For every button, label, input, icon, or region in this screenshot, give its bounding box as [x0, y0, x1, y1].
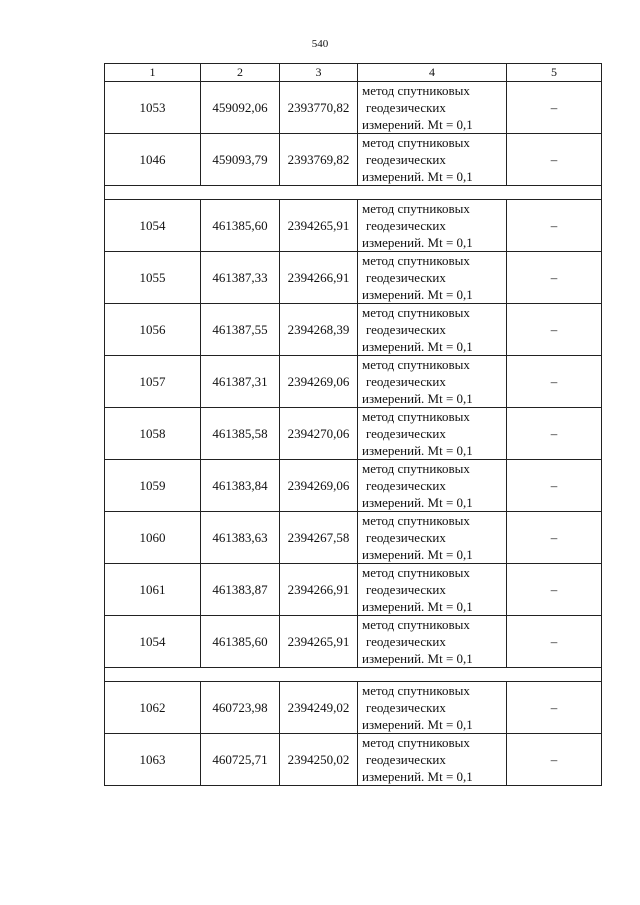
- separator-row: [105, 186, 602, 200]
- description-line-1: метод спутниковых: [362, 565, 470, 580]
- dash-cell: –: [507, 82, 602, 134]
- method-description-cell: [358, 734, 507, 786]
- method-description-cell: [358, 356, 507, 408]
- point-number-cell: 1061: [105, 564, 201, 616]
- y-coordinate-cell: 2394269,06: [280, 356, 358, 408]
- dash-cell: –: [507, 616, 602, 668]
- description-line-3: измерений. Mt = 0,1: [362, 287, 473, 302]
- y-coordinate-cell: 2394267,58: [280, 512, 358, 564]
- description-line-2: геодезических: [366, 100, 446, 115]
- dash-cell: –: [507, 682, 602, 734]
- point-number-cell: 1062: [105, 682, 201, 734]
- dash-cell: –: [507, 734, 602, 786]
- table-row: [105, 512, 602, 564]
- method-description-cell: [358, 252, 507, 304]
- separator-cell: [105, 186, 602, 200]
- x-coordinate-cell: 461383,63: [201, 512, 280, 564]
- coordinates-table: [104, 63, 602, 786]
- x-coordinate-cell: 461385,60: [201, 616, 280, 668]
- header-cell-3: 3: [280, 64, 358, 82]
- description-line-2: геодезических: [366, 426, 446, 441]
- dash-cell: –: [507, 304, 602, 356]
- point-number-cell: 1059: [105, 460, 201, 512]
- x-coordinate-cell: 461387,31: [201, 356, 280, 408]
- y-coordinate-cell: 2394265,91: [280, 616, 358, 668]
- description-line-2: геодезических: [366, 752, 446, 767]
- method-description-cell: [358, 512, 507, 564]
- description-line-1: метод спутниковых: [362, 357, 470, 372]
- description-line-1: метод спутниковых: [362, 513, 470, 528]
- method-description-cell: [358, 460, 507, 512]
- description-line-3: измерений. Mt = 0,1: [362, 235, 473, 250]
- x-coordinate-cell: 461385,60: [201, 200, 280, 252]
- y-coordinate-cell: 2394269,06: [280, 460, 358, 512]
- description-line-3: измерений. Mt = 0,1: [362, 769, 473, 784]
- y-coordinate-cell: 2393769,82: [280, 134, 358, 186]
- description-line-1: метод спутниковых: [362, 683, 470, 698]
- table-row: [105, 460, 602, 512]
- description-line-3: измерений. Mt = 0,1: [362, 169, 473, 184]
- point-number-cell: 1046: [105, 134, 201, 186]
- description-line-2: геодезических: [366, 634, 446, 649]
- y-coordinate-cell: 2393770,82: [280, 82, 358, 134]
- point-number-cell: 1054: [105, 616, 201, 668]
- table-row: [105, 564, 602, 616]
- header-cell-4: 4: [358, 64, 507, 82]
- dash-cell: –: [507, 200, 602, 252]
- description-line-1: метод спутниковых: [362, 617, 470, 632]
- dash-cell: –: [507, 408, 602, 460]
- dash-cell: –: [507, 512, 602, 564]
- y-coordinate-cell: 2394268,39: [280, 304, 358, 356]
- description-line-2: геодезических: [366, 582, 446, 597]
- header-row: [105, 64, 602, 82]
- x-coordinate-cell: 461383,84: [201, 460, 280, 512]
- separator-cell: [105, 668, 602, 682]
- description-line-2: геодезических: [366, 270, 446, 285]
- description-line-2: геодезических: [366, 218, 446, 233]
- point-number-cell: 1054: [105, 200, 201, 252]
- method-description-cell: [358, 408, 507, 460]
- method-description-cell: [358, 564, 507, 616]
- point-number-cell: 1055: [105, 252, 201, 304]
- description-line-1: метод спутниковых: [362, 305, 470, 320]
- description-line-1: метод спутниковых: [362, 409, 470, 424]
- description-line-3: измерений. Mt = 0,1: [362, 443, 473, 458]
- description-line-3: измерений. Mt = 0,1: [362, 651, 473, 666]
- description-line-1: метод спутниковых: [362, 201, 470, 216]
- dash-cell: –: [507, 460, 602, 512]
- description-line-3: измерений. Mt = 0,1: [362, 495, 473, 510]
- method-description-cell: [358, 682, 507, 734]
- dash-cell: –: [507, 252, 602, 304]
- x-coordinate-cell: 461385,58: [201, 408, 280, 460]
- separator-row: [105, 668, 602, 682]
- table-row: [105, 408, 602, 460]
- method-description-cell: [358, 134, 507, 186]
- point-number-cell: 1058: [105, 408, 201, 460]
- table-row: [105, 356, 602, 408]
- description-line-3: измерений. Mt = 0,1: [362, 547, 473, 562]
- page-number: 540: [311, 38, 329, 50]
- header-cell-5: 5: [507, 64, 602, 82]
- point-number-cell: 1053: [105, 82, 201, 134]
- x-coordinate-cell: 460725,71: [201, 734, 280, 786]
- x-coordinate-cell: 459093,79: [201, 134, 280, 186]
- header-cell-1: 1: [105, 64, 201, 82]
- x-coordinate-cell: 460723,98: [201, 682, 280, 734]
- x-coordinate-cell: 461383,87: [201, 564, 280, 616]
- table-row: [105, 734, 602, 786]
- dash-cell: –: [507, 356, 602, 408]
- description-line-2: геодезических: [366, 700, 446, 715]
- table-row: [105, 82, 602, 134]
- table-row: [105, 616, 602, 668]
- table-row: [105, 682, 602, 734]
- dash-cell: –: [507, 134, 602, 186]
- y-coordinate-cell: 2394266,91: [280, 564, 358, 616]
- header-cell-2: 2: [201, 64, 280, 82]
- dash-cell: –: [507, 564, 602, 616]
- method-description-cell: [358, 304, 507, 356]
- description-line-1: метод спутниковых: [362, 135, 470, 150]
- point-number-cell: 1057: [105, 356, 201, 408]
- description-line-3: измерений. Mt = 0,1: [362, 391, 473, 406]
- description-line-1: метод спутниковых: [362, 253, 470, 268]
- point-number-cell: 1063: [105, 734, 201, 786]
- y-coordinate-cell: 2394266,91: [280, 252, 358, 304]
- description-line-1: метод спутниковых: [362, 83, 470, 98]
- description-line-2: геодезических: [366, 530, 446, 545]
- y-coordinate-cell: 2394270,06: [280, 408, 358, 460]
- point-number-cell: 1056: [105, 304, 201, 356]
- description-line-3: измерений. Mt = 0,1: [362, 117, 473, 132]
- description-line-2: геодезических: [366, 478, 446, 493]
- description-line-1: метод спутниковых: [362, 735, 470, 750]
- table-row: [105, 134, 602, 186]
- description-line-3: измерений. Mt = 0,1: [362, 339, 473, 354]
- table-row: [105, 252, 602, 304]
- point-number-cell: 1060: [105, 512, 201, 564]
- description-line-3: измерений. Mt = 0,1: [362, 599, 473, 614]
- table-body: [105, 64, 602, 786]
- table-row: [105, 200, 602, 252]
- description-line-2: геодезических: [366, 322, 446, 337]
- description-line-1: метод спутниковых: [362, 461, 470, 476]
- x-coordinate-cell: 461387,33: [201, 252, 280, 304]
- table-row: [105, 304, 602, 356]
- description-line-3: измерений. Mt = 0,1: [362, 717, 473, 732]
- x-coordinate-cell: 461387,55: [201, 304, 280, 356]
- y-coordinate-cell: 2394265,91: [280, 200, 358, 252]
- y-coordinate-cell: 2394249,02: [280, 682, 358, 734]
- method-description-cell: [358, 200, 507, 252]
- method-description-cell: [358, 616, 507, 668]
- method-description-cell: [358, 82, 507, 134]
- description-line-2: геодезических: [366, 374, 446, 389]
- description-line-2: геодезических: [366, 152, 446, 167]
- y-coordinate-cell: 2394250,02: [280, 734, 358, 786]
- x-coordinate-cell: 459092,06: [201, 82, 280, 134]
